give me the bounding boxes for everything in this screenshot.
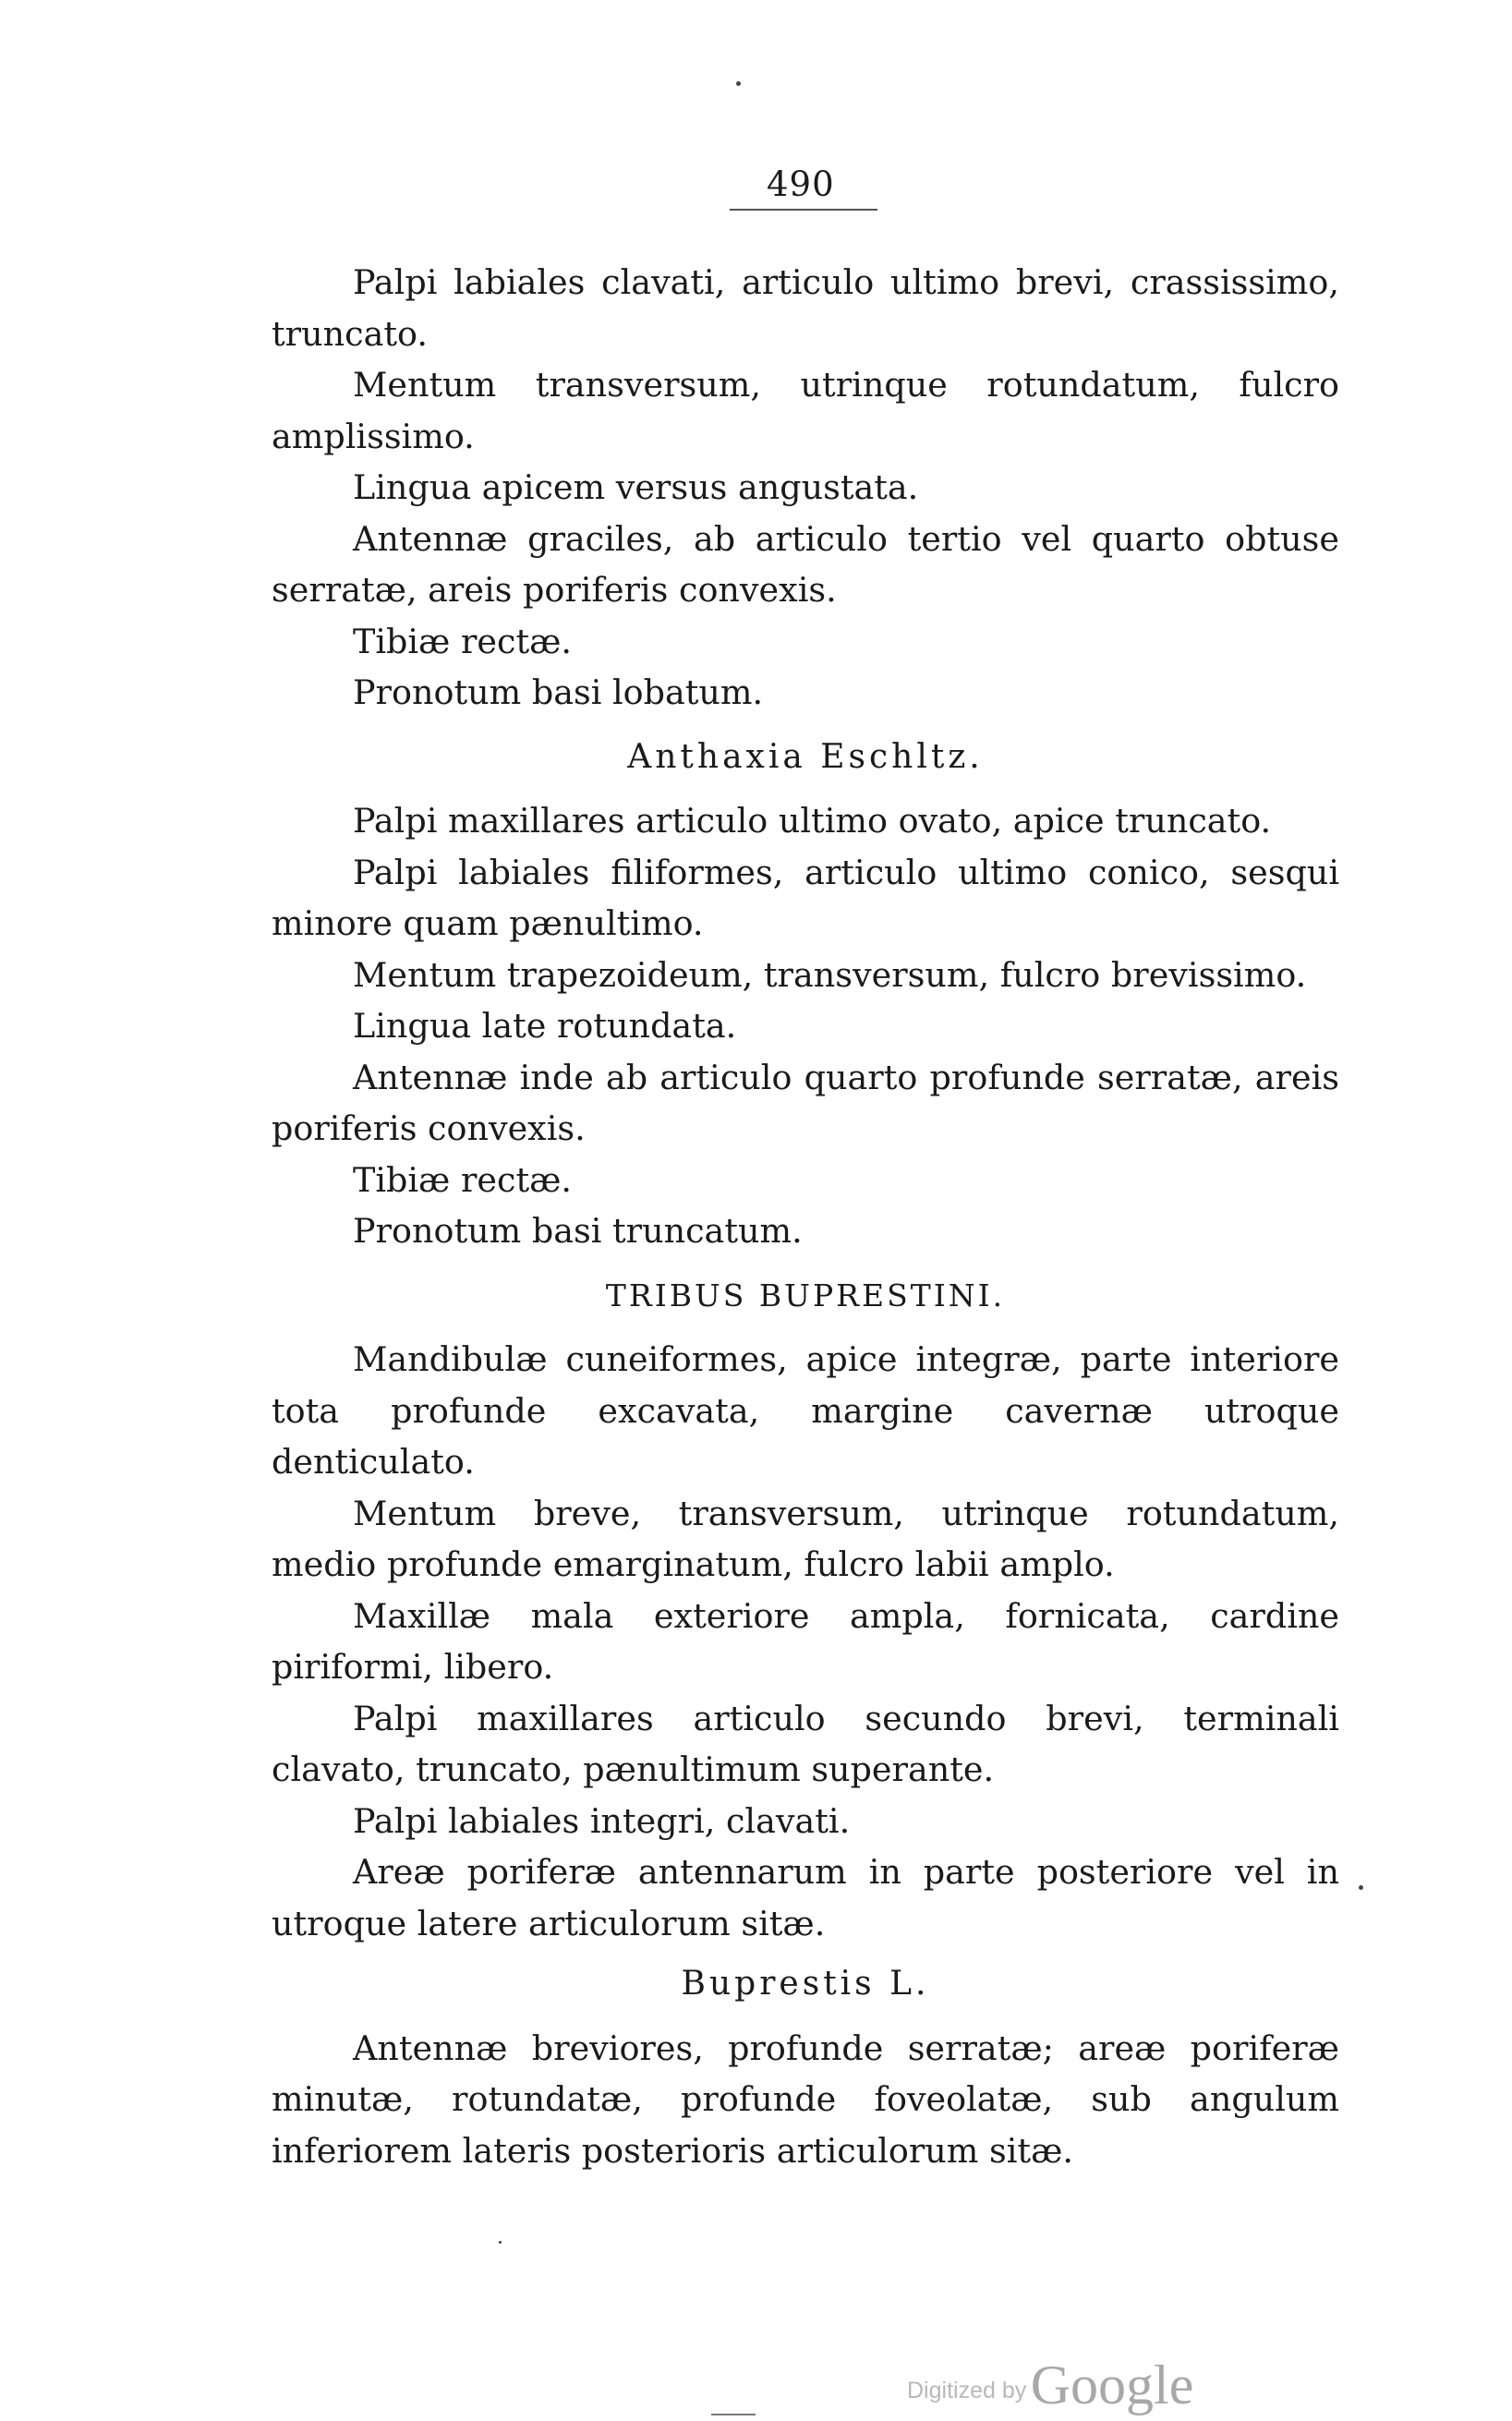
speck-mark — [736, 81, 741, 86]
paragraph: Mentum transversum, utrinque rotundatum, fulcro amplissimo. — [272, 365, 1339, 456]
paragraph: Tibiæ rectæ. — [353, 621, 573, 661]
paragraph: Lingua apicem versus angustata. — [353, 467, 919, 507]
paragraph: Maxillæ mala exteriore ampla, fornicata, cardine piriformi, libero. — [272, 1595, 1339, 1687]
paragraph: Antennæ breviores, profunde serratæ; areæ poriferæ minutæ, rotundatæ, profunde foveolatæ, sub angulum inferiorem lateris posterioris articulorum sitæ. — [272, 2028, 1339, 2171]
footer-rule — [711, 2414, 756, 2415]
paragraph: Antennæ inde ab articulo quarto profunde serratæ, areis poriferis convexis. — [272, 1057, 1339, 1148]
paragraph: Palpi labiales filiformes, articulo ultimo conico, sesqui minore quam pænultimo. — [272, 852, 1339, 943]
tribe-heading: TRIBUS BUPRESTINI. — [605, 1277, 1006, 1313]
speck-mark — [499, 2241, 502, 2244]
paragraph: Palpi maxillares articulo ultimo ovato, apice truncato. — [353, 801, 1272, 841]
paragraph: Antennæ graciles, ab articulo tertio vel quarto obtuse serratæ, areis poriferis convexis. — [272, 518, 1339, 610]
paragraph: Palpi labiales integri, clavati. — [353, 1800, 851, 1841]
digitization-watermark — [907, 2354, 1193, 2417]
paragraph: Palpi maxillares articulo secundo brevi, terminali clavato, truncato, pænultimum superante. — [272, 1698, 1339, 1789]
paragraph: Mentum breve, transversum, utrinque rotundatum, medio profunde emarginatum, fulcro labii amplo. — [272, 1493, 1339, 1584]
paragraph: Areæ poriferæ antennarum in parte posteriore vel in utroque latere articulorum sitæ. — [272, 1852, 1339, 1943]
paragraph: Pronotum basi truncatum. — [353, 1211, 803, 1251]
watermark-prefix: Digitized by — [907, 2378, 1027, 2403]
google-logo-text: Google — [1030, 2354, 1194, 2415]
page-number-rule — [730, 209, 877, 211]
paragraph: Mandibulæ cuneiformes, apice integræ, parte interiore tota profunde excavata, margine cavernæ utroque denticulato. — [272, 1339, 1339, 1482]
paragraph: Tibiæ rectæ. — [353, 1159, 573, 1200]
paragraph: Mentum trapezoideum, transversum, fulcro brevissimo. — [353, 954, 1307, 995]
paragraph: Lingua late rotundata. — [353, 1006, 737, 1046]
paragraph: Palpi labiales clavati, articulo ultimo brevi, crassissimo, truncato. — [272, 262, 1339, 354]
genus-heading: Buprestis L. — [681, 1965, 930, 2003]
paragraph: Pronotum basi lobatum. — [353, 672, 764, 712]
genus-heading: Anthaxia Eschltz. — [627, 737, 984, 776]
speck-mark — [1359, 1885, 1363, 1890]
text-block — [272, 257, 1339, 2176]
page-number: 490 — [767, 164, 835, 204]
